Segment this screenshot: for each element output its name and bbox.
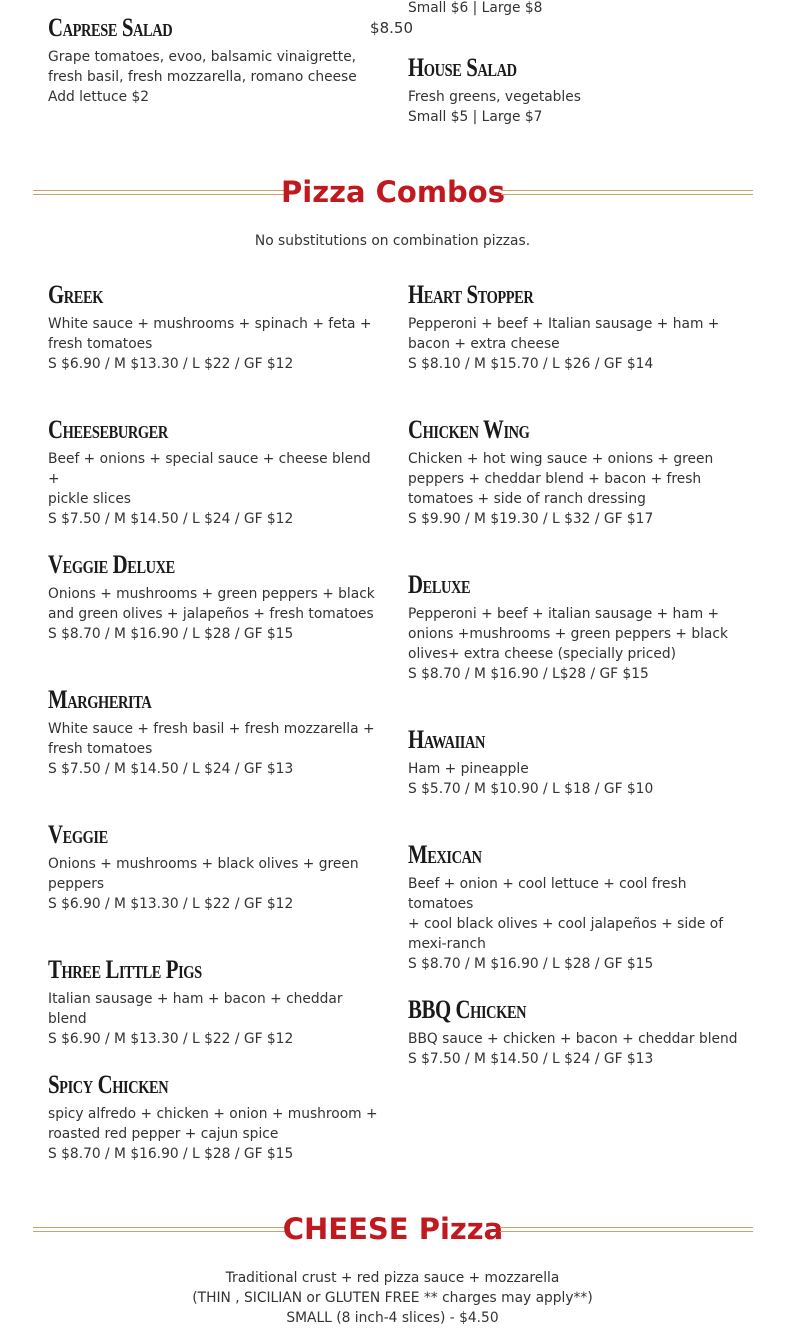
item-name: Greek — [48, 280, 103, 309]
item-name: House Salad — [408, 53, 517, 82]
section-header-pizza-combos — [33, 173, 753, 213]
item-line: BBQ sauce + chicken + bacon + cheddar blend — [408, 1031, 738, 1047]
item-line: Chicken + hot wing sauce + onions + green — [408, 451, 714, 467]
menu-item-three-little-pigs — [48, 955, 383, 1049]
item-line: bacon + extra cheese — [408, 336, 560, 352]
item-price-line: S $6.90 / M $13.30 / L $22 / GF $12 — [48, 896, 294, 912]
item-line: Add lettuce $2 — [48, 89, 149, 105]
item-price-line: S $6.90 / M $13.30 / L $22 / GF $12 — [48, 356, 294, 372]
item-name: Deluxe — [408, 570, 471, 599]
menu-item-hawaiian — [408, 725, 743, 799]
menu-item-salad-continued — [408, 0, 743, 18]
item-price-line: S $7.50 / M $14.50 / L $24 / GF $12 — [48, 511, 294, 527]
item-line: Italian sausage + ham + bacon + cheddar blend — [48, 991, 343, 1027]
menu-item-bbq-chicken — [408, 995, 743, 1069]
item-name: Heart Stopper — [408, 280, 534, 309]
item-price-line: S $8.70 / M $16.90 / L $28 / GF $15 — [48, 626, 294, 642]
item-description — [408, 874, 743, 974]
section-title: CHEESE Pizza — [282, 1212, 504, 1246]
item-line: mexi-ranch — [408, 936, 486, 952]
item-name: Caprese Salad — [48, 13, 173, 42]
section-header-cheese-pizza — [33, 1210, 753, 1250]
item-line: Small $5 | Large $7 — [408, 109, 543, 125]
menu-item-mexican — [408, 840, 743, 974]
item-price-line: S $8.10 / M $15.70 / L $26 / GF $14 — [408, 356, 654, 372]
item-line: Onions + mushrooms + green peppers + black — [48, 586, 375, 602]
menu-item-chicken-wing — [408, 415, 743, 529]
item-price-line: S $5.70 / M $10.90 / L $18 / GF $10 — [408, 781, 654, 797]
item-name: BBQ Chicken — [408, 995, 527, 1024]
item-line: Grape tomatoes, evoo, balsamic vinaigrette, — [48, 49, 357, 65]
item-description — [48, 314, 383, 374]
item-line: Beef + onions + special sauce + cheese blend + — [48, 451, 371, 487]
item-line: Beef + onion + cool lettuce + cool fresh tomatoes — [408, 876, 687, 912]
item-line: olives+ extra cheese (specially priced) — [408, 646, 676, 662]
item-name: Veggie — [48, 820, 108, 849]
item-name: Veggie Deluxe — [48, 550, 175, 579]
item-line: peppers + cheddar blend + bacon + fresh — [408, 471, 702, 487]
item-line: fresh tomatoes — [48, 336, 153, 352]
item-price-line: S $8.70 / M $16.90 / L $28 / GF $15 — [408, 956, 654, 972]
menu-item-caprese-salad — [48, 13, 413, 107]
item-description — [48, 854, 383, 914]
item-line: spicy alfredo + chicken + onion + mushroom + — [48, 1106, 378, 1122]
cheese-line: Traditional crust + red pizza sauce + mozzarella — [225, 1270, 560, 1286]
section-note: No substitutions on combination pizzas. — [254, 233, 531, 249]
menu-item-deluxe — [408, 570, 743, 684]
item-price: $8.50 — [370, 19, 413, 37]
item-line: roasted red pepper + cajun spice — [48, 1126, 279, 1142]
item-line: peppers — [48, 876, 105, 892]
item-description — [48, 449, 383, 529]
divider-rule-right — [500, 1227, 753, 1232]
item-line: Fresh greens, vegetables — [408, 89, 581, 105]
item-description — [408, 759, 743, 799]
menu-item-spicy-chicken — [48, 1070, 383, 1164]
item-description — [48, 584, 383, 644]
divider-rule-right — [501, 190, 753, 195]
item-line: White sauce + fresh basil + fresh mozzarella + — [48, 721, 375, 737]
menu-item-house-salad — [408, 53, 743, 127]
item-price-line: S $8.70 / M $16.90 / L$28 / GF $15 — [408, 666, 649, 682]
item-price-line: S $7.50 / M $14.50 / L $24 / GF $13 — [48, 761, 294, 777]
menu-item-cheeseburger — [48, 415, 383, 529]
item-line: White sauce + mushrooms + spinach + feta + — [48, 316, 372, 332]
item-name: Mexican — [408, 840, 482, 869]
item-line: Onions + mushrooms + black olives + green — [48, 856, 359, 872]
item-price-line: S $8.70 / M $16.90 / L $28 / GF $15 — [48, 1146, 294, 1162]
menu-item-greek — [48, 280, 383, 374]
item-description — [408, 1029, 743, 1069]
item-description — [408, 314, 743, 374]
item-name: Spicy Chicken — [48, 1070, 169, 1099]
menu-item-veggie-deluxe — [48, 550, 383, 644]
item-line: Ham + pineapple — [408, 761, 529, 777]
item-name: Margherita — [48, 685, 152, 714]
menu-item-margherita — [48, 685, 383, 779]
item-line: fresh tomatoes — [48, 741, 153, 757]
item-description — [408, 449, 743, 529]
item-name: Three Little Pigs — [48, 955, 202, 984]
item-description — [408, 604, 743, 684]
item-line: Pepperoni + beef + italian sausage + ham + — [408, 606, 720, 622]
cheese-line: (THIN , SICILIAN or GLUTEN FREE ** charges may apply**) — [192, 1290, 593, 1306]
item-line: + cool black olives + cool jalapeños + side of — [408, 916, 724, 932]
item-line: fresh basil, fresh mozzarella, romano cheese — [48, 69, 357, 85]
item-line: Pepperoni + beef + Italian sausage + ham + — [408, 316, 720, 332]
menu-item-heart-stopper — [408, 280, 743, 374]
item-description — [48, 989, 383, 1049]
item-line: Small $6 | Large $8 — [408, 0, 543, 16]
item-name: Cheeseburger — [48, 415, 168, 444]
item-line: tomatoes + side of ranch dressing — [408, 491, 646, 507]
item-line: and green olives + jalapeños + fresh tomatoes — [48, 606, 374, 622]
section-title: Pizza Combos — [281, 175, 505, 209]
item-description — [48, 719, 383, 779]
item-price-line: S $6.90 / M $13.30 / L $22 / GF $12 — [48, 1031, 294, 1047]
item-price-line: S $7.50 / M $14.50 / L $24 / GF $13 — [408, 1051, 654, 1067]
item-line: onions +mushrooms + green peppers + black — [408, 626, 728, 642]
item-description — [408, 87, 743, 127]
menu-item-veggie — [48, 820, 383, 914]
item-price-line: S $9.90 / M $19.30 / L $32 / GF $17 — [408, 511, 654, 527]
item-name: Chicken Wing — [408, 415, 530, 444]
item-line: pickle slices — [48, 491, 131, 507]
item-description — [48, 1104, 383, 1164]
item-name: Hawaiian — [408, 725, 485, 754]
item-description — [48, 47, 383, 107]
cheese-line: SMALL (8 inch-4 slices) - $4.50 — [286, 1310, 499, 1326]
